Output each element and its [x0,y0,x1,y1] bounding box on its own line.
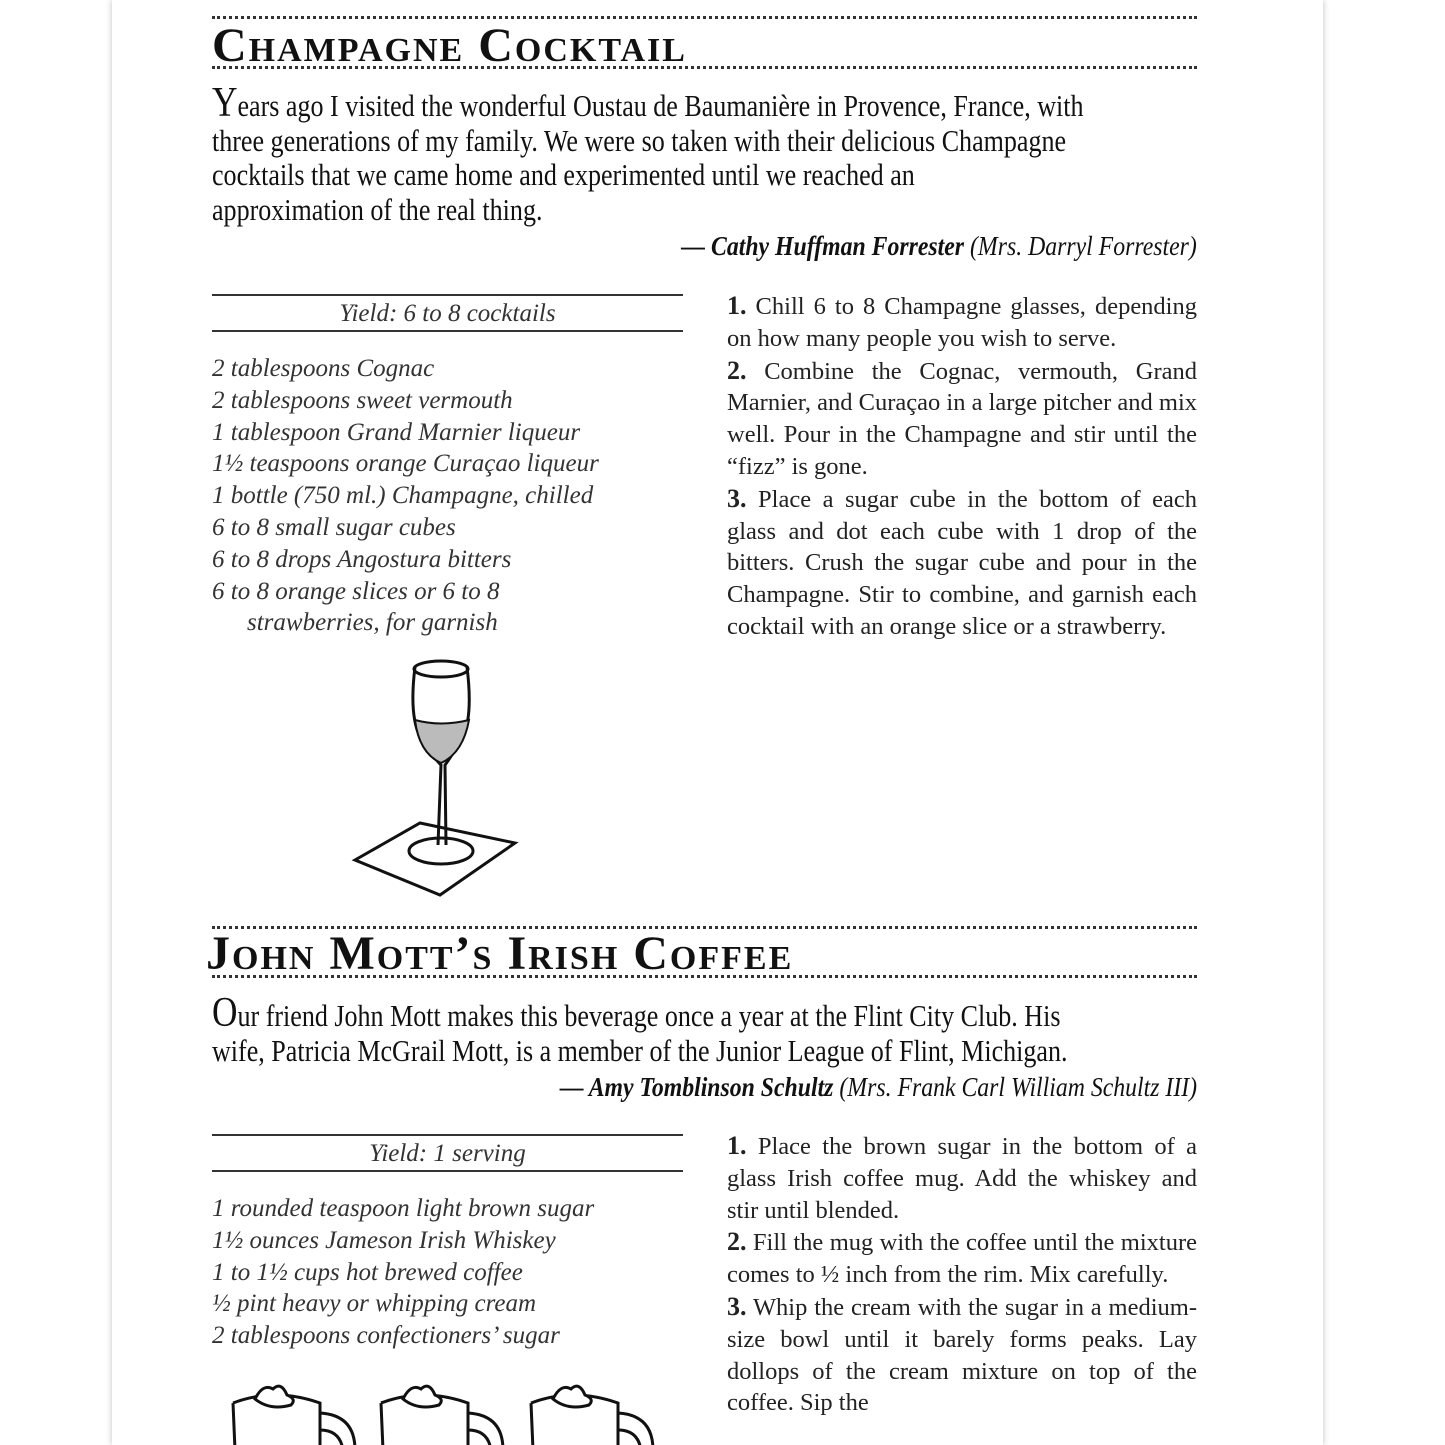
attribution-note: (Mrs. Darryl Forrester) [970,231,1197,261]
intro-line: three generations of my family. We were so taken with their delicious Champagne [212,122,1067,158]
attribution-note: (Mrs. Frank Carl William Schultz III) [839,1072,1197,1102]
ingredient: 2 tablespoons sweet vermouth [212,386,513,414]
ingredient: 1 bottle (750 ml.) Champagne, chilled [212,482,594,510]
intro-line: approximation of the real thing. [212,191,543,227]
ingredient: 2 tablespoons confectioners’ sugar [212,1322,560,1350]
step-text: Chill 6 to 8 Champagne glasses, depending on how many people you wish to serve. [727,293,1197,352]
ingredients-list [212,1193,692,1352]
step [727,290,1197,355]
step-text: Place the brown sugar in the bottom of a glass Irish coffee mug. Add the whiskey and stir until blended. [727,1133,1197,1224]
attribution-name: — Cathy Huffman Forrester [681,231,965,261]
intro-line: wife, Patricia McGrail Mott, is a member of the Junior League of Flint, Michigan. [212,1032,1068,1068]
step-number: 1. [727,291,747,320]
attribution [560,1072,1197,1103]
yield: Yield: 6 to 8 cocktails [212,294,683,332]
step-text: Fill the mug with the coffee until the mixture comes to ½ inch from the rim. Mix carefully. [727,1229,1198,1289]
attribution [681,231,1197,262]
step [727,483,1197,643]
step-number: 1. [727,1131,747,1160]
champagne-glass-illustration [345,655,525,900]
recipe-intro [212,990,1197,1068]
ingredient: 6 to 8 small sugar cubes [212,513,456,541]
step [727,1226,1197,1291]
yield: Yield: 1 serving [212,1134,683,1172]
step-text: Whip the cream with the sugar in a medium-size bowl until it barely forms peaks. Lay dollops of the cream mixture on top of the coffee. Sip the [727,1293,1197,1417]
step-number: 3. [727,483,747,513]
ingredient: 1 rounded teaspoon light brown sugar [212,1195,595,1222]
recipe-intro [212,80,1197,227]
steps-list [727,290,1197,643]
step-number: 2. [727,1227,747,1257]
step [727,355,1197,483]
step-number: 2. [727,355,747,385]
ingredient: 1 tablespoon Grand Marnier liqueur [212,418,581,446]
intro-line: ur friend John Mott makes this beverage once a year at the Flint City Club. His [237,998,1061,1033]
intro-line: ears ago I visited the wonderful Oustau de Baumanière in Provence, France, with [237,88,1084,123]
step-text: Combine the Cognac, vermouth, Grand Marnier, and Curaçao in a large pitcher and mix well. Pour in the Champagne and stir until the “fizz” is gone. [727,357,1198,480]
ingredient: 6 to 8 drops Angostura bitters [212,545,512,573]
attribution-name: — Amy Tomblinson Schultz [559,1072,834,1102]
ingredient: 2 tablespoons Cognac [212,355,435,382]
recipe-title: John Mott’s Irish Coffee [206,927,794,980]
recipe-title: Champagne Cocktail [212,19,687,72]
drop-cap: O [212,990,238,1036]
ingredients-list [212,353,692,639]
dotted-rule [212,975,1197,978]
intro-line: cocktails that we came home and experimented until we reached an [212,157,915,192]
steps-list [727,1130,1197,1419]
step-number: 3. [727,1291,747,1321]
ingredient: 1½ teaspoons orange Curaçao liqueur [212,450,599,478]
step [727,1291,1197,1419]
step-text: Place a sugar cube in the bottom of each glass and dot each cube with 1 drop of the bitters. Crush the sugar cube and pour in the Champagne. Stir to combine, and garnish each cocktail with an orange slice or a strawberry. [727,485,1198,640]
ingredient: 1½ ounces Jameson Irish Whiskey [212,1226,556,1254]
ingredient: ½ pint heavy or whipping cream [212,1290,537,1318]
irish-coffee-mugs-illustration [225,1375,675,1445]
ingredient: strawberries, for garnish [247,609,498,637]
ingredient: 6 to 8 orange slices or 6 to 8 [212,577,500,605]
drop-cap: Y [212,80,238,126]
step [727,1130,1197,1226]
ingredient: 1 to 1½ cups hot brewed coffee [212,1258,523,1286]
dotted-rule [212,66,1197,69]
